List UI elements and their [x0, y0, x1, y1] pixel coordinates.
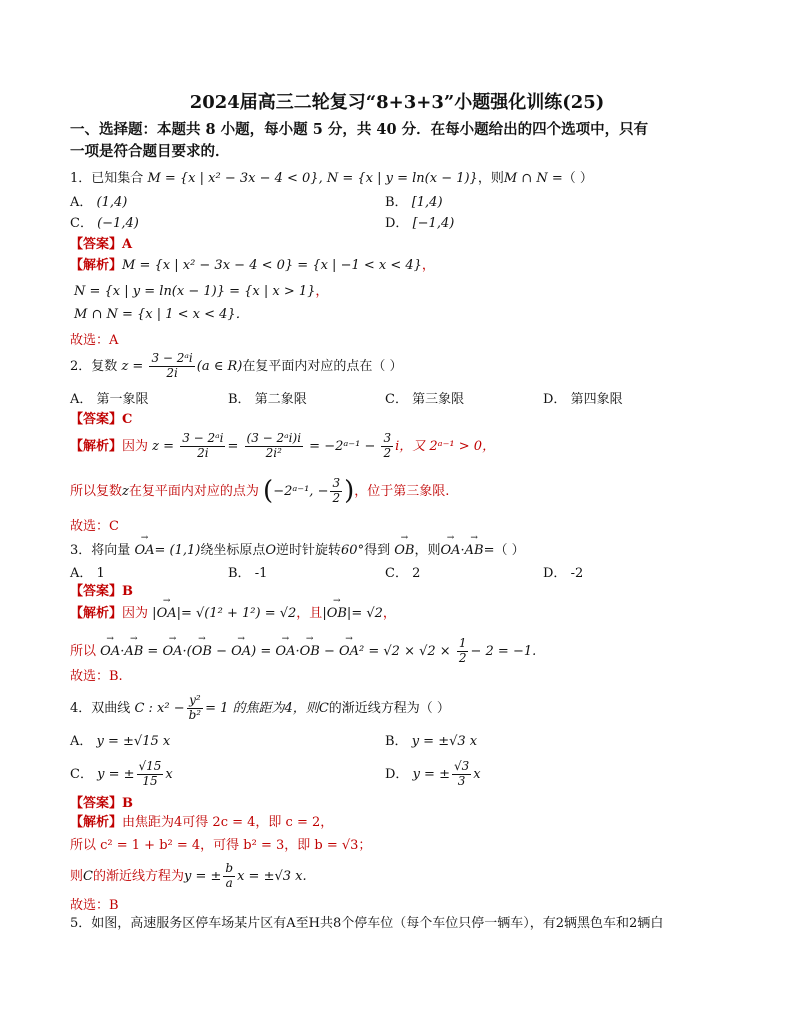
q1-conclusion: 故选：A: [70, 333, 119, 348]
q3-solution-line1: 【解析】因为 |→ OA|= √(1² + 1²) = √2，且|→ OB|= √2，: [70, 606, 396, 622]
q2-option-b[interactable]: B． 第二象限: [228, 392, 307, 407]
q1-stem: 1．已知集合 M = {x | x² − 3x − 4 < 0}, N = {x | y = ln(x − 1)}，则M ∩ N =（ ）: [70, 171, 593, 186]
q4-option-b[interactable]: B． y = ±√3 x: [385, 734, 478, 749]
q2-stem: 2．复数 z = $\frac{\text{3 − 2ᵃi}}{2i}$ (a ∈ R)在复平面内对应的点在（ ）: [70, 351, 403, 380]
q2-fraction: $\frac{\text{3 − 2ᵃi}}{2i}$: [151, 351, 193, 380]
q4-conclusion: 故选：B: [70, 898, 119, 913]
q1-intersection: M ∩ N =: [503, 171, 563, 186]
q2-option-c[interactable]: C． 第三象限: [385, 392, 465, 407]
q2-solution-line2: 所以复数z在复平面内对应的点为 (−2ᵃ⁻¹, − $\frac{3}{2}$ )，位于第三象限.: [70, 476, 450, 506]
q1-solution-line2: N = {x | y = ln(x − 1)} = {x | x > 1}，: [74, 284, 329, 299]
q2-solution-line1: 【解析】因为 z = $\frac{\text{3 − 2ᵃi}}{2i}$ = $\frac{\text{(3 − 2ᵃi)i}}{\text{2i²}}$ = −2ᵃ⁻¹ − $\frac{3}{2}$ i，又 2ᵃ⁻¹ > 0，: [70, 431, 496, 460]
q1-solution-line1: 【解析】M = {x | x² − 3x − 4 < 0} = {x | −1 < x < 4}，: [70, 258, 435, 273]
q3-answer: 【答案】B: [70, 584, 134, 599]
q3-option-d[interactable]: D． -2: [543, 566, 584, 581]
q3-solution-line2: 所以 → OA·→ AB = → OA·(→ OB − → OA) = → OA·→ OB − → OA² = √2 × √2 × $\frac{1}{2}$ − 2 = −1.: [70, 637, 536, 666]
page-title: 2024届高三二轮复习“8+3+3”小题强化训练(25): [189, 92, 605, 113]
q5-stem: 5．如图，高速服务区停车场某片区有A至H共8个停车位（每个车位只停一辆车），有2辆黑色车和2辆白: [70, 916, 664, 931]
q3-stem: 3．将向量 → OA= (1,1)绕坐标原点O逆时针旋转60°得到 → OB，则→ OA·→ AB=（ ）: [70, 543, 525, 559]
q3-conclusion: 故选：B.: [70, 669, 123, 684]
q1-option-a[interactable]: A． (1,4): [70, 195, 128, 210]
q4-solution-line3: 则C的渐近线方程为y = ± $\frac{b}{a}$ x = ±√3 x.: [70, 861, 307, 890]
q4-option-d[interactable]: D． y = ± $\frac{√3}{3}$ x: [385, 759, 481, 788]
q4-option-a[interactable]: A． y = ±√15 x: [70, 734, 171, 749]
q1-solution-line3: M ∩ N = {x | 1 < x < 4}．: [74, 307, 249, 322]
q2-option-d[interactable]: D． 第四象限: [543, 392, 623, 407]
q4-option-c[interactable]: C． y = ± $\frac{√15}{15}$ x: [70, 759, 173, 788]
q4-solution-line2: 所以 c² = 1 + b² = 4，可得 b² = 3，即 b = √3；: [70, 838, 372, 853]
q1-sets: M = {x | x² − 3x − 4 < 0}, N = {x | y = ln(x − 1)}: [147, 171, 478, 186]
q3-option-a[interactable]: A． 1: [70, 566, 105, 581]
q2-option-a[interactable]: A． 第一象限: [70, 392, 149, 407]
section-heading-line1: 一、选择题：本题共 8 小题，每小题 5 分，共 40 分．在每小题给出的四个选项中，只有: [70, 121, 649, 138]
q4-solution-line1: 【解析】由焦距为4可得 2c = 4，即 c = 2，: [70, 815, 334, 830]
q4-stem: 4．双曲线 C : x² − $\frac{\text{y²}}{\text{b²}}$ = 1 的焦距为4，则C的渐近线方程为（ ）: [70, 693, 450, 722]
q1-answer: 【答案】A: [70, 237, 133, 252]
q2-answer: 【答案】C: [70, 412, 133, 427]
q1-option-d[interactable]: D． [−1,4): [385, 216, 455, 231]
q3-option-c[interactable]: C． 2: [385, 566, 421, 581]
q4-answer: 【答案】B: [70, 796, 134, 811]
section-heading-line2: 一项是符合题目要求的．: [70, 143, 230, 160]
q1-option-b[interactable]: B． [1,4): [385, 195, 443, 210]
q1-option-c[interactable]: C． (−1,4): [70, 216, 139, 231]
q2-conclusion: 故选：C: [70, 519, 119, 534]
q3-option-b[interactable]: B． -1: [228, 566, 268, 581]
